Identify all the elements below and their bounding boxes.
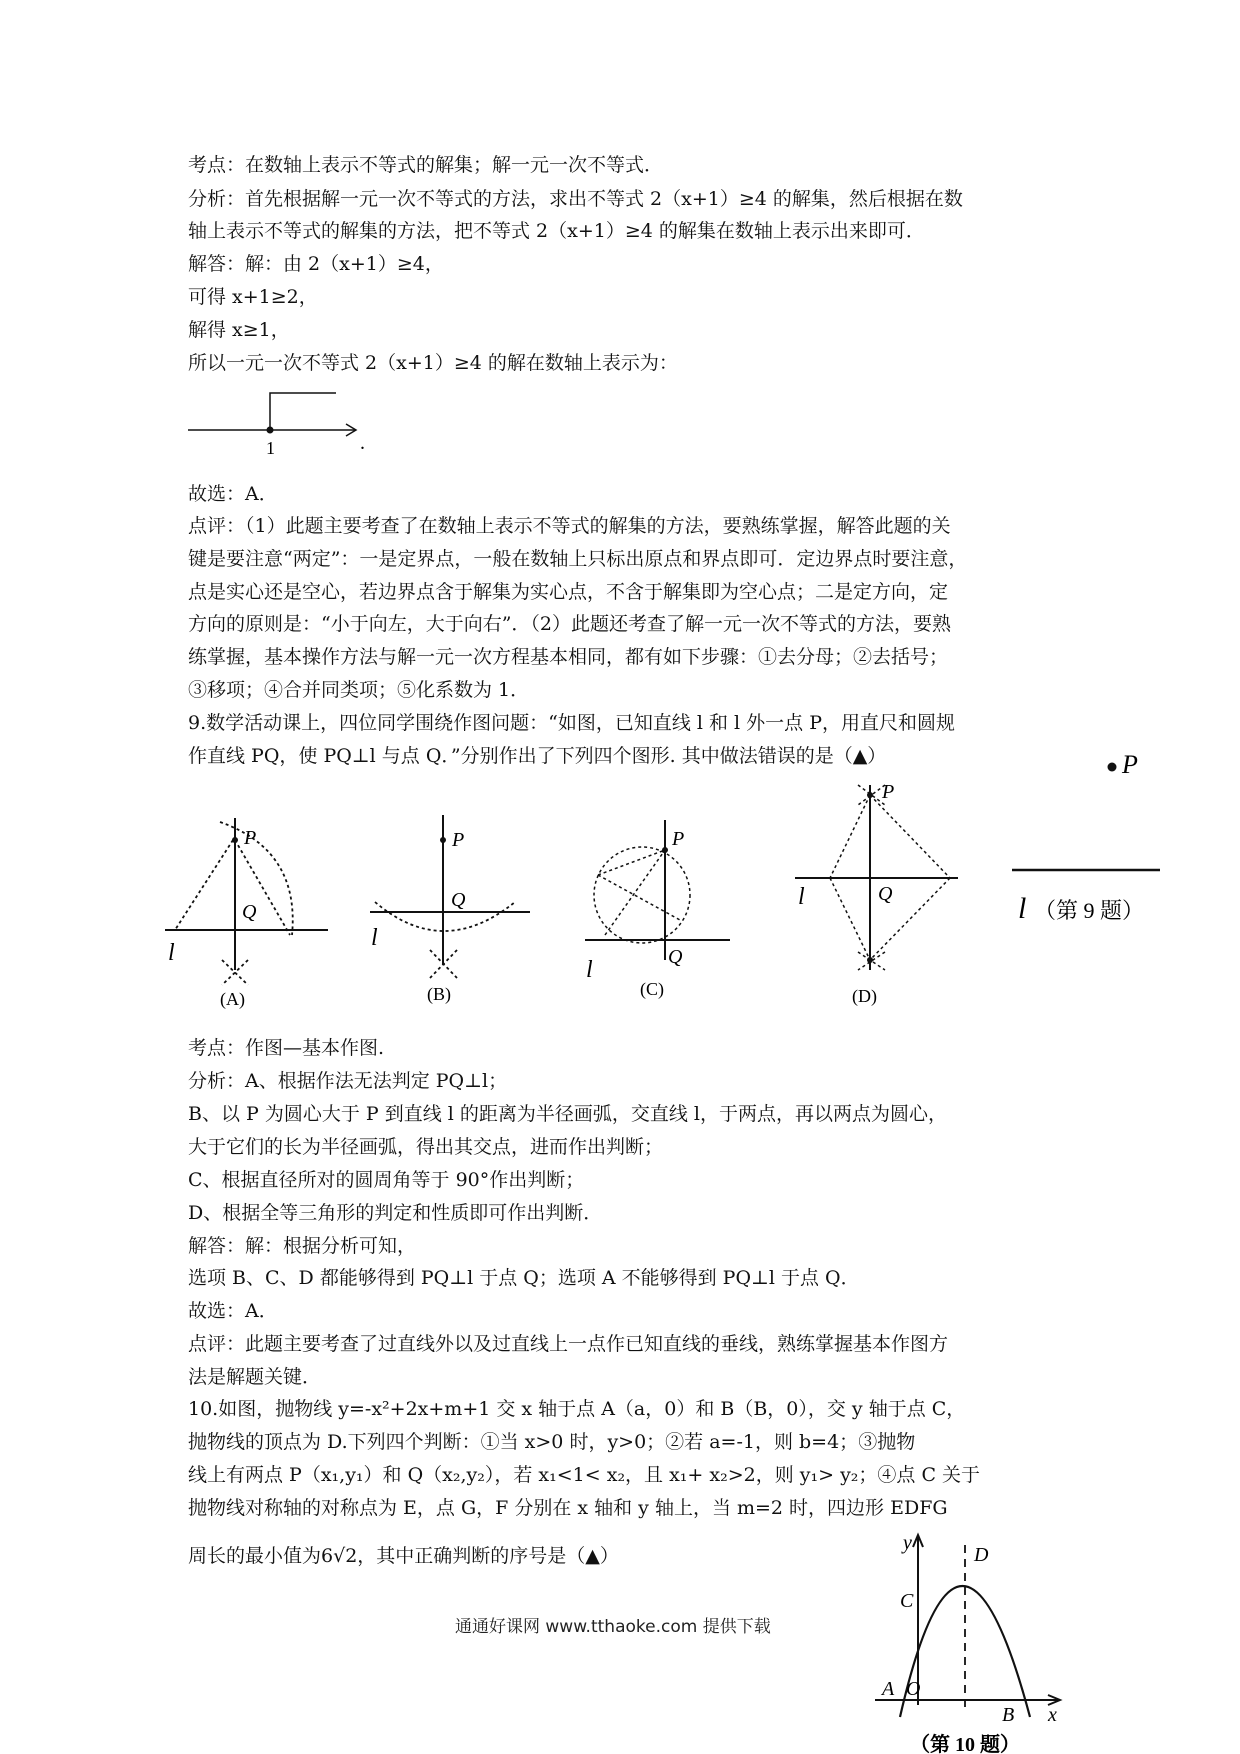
jieda-9: 解答：解：根据分析可知， <box>188 1235 417 1257</box>
dianping-8-line2: 键是要注意“两定”：一是定界点，一般在数轴上只标出原点和界点即可．定边界点时要注意， <box>188 548 968 570</box>
q10-line5: 周长的最小值为6√2，其中正确判断的序号是（▲） <box>188 1545 619 1567</box>
a-label-p: P <box>244 827 257 849</box>
c-label-l: l <box>586 957 593 983</box>
dianping-8-line1: 点评：（1）此题主要考查了在数轴上表示不等式的解集的方法，要熟练掌握，解答此题的关 <box>188 515 951 537</box>
caption-c: (C) <box>640 979 664 999</box>
dianping-8-line5: 练掌握，基本操作方法与解一元一次方程基本相同，都有如下步骤：①去分母；②去括号； <box>188 646 949 668</box>
q10-line2: 抛物线的顶点为 D.下列四个判断：①当 x>0 时，y>0；②若 a=-1，则 b=4；③抛物 <box>188 1431 916 1453</box>
caption-a: (A) <box>220 989 245 1009</box>
number-line-figure <box>186 385 376 460</box>
q10-line3: 线上有两点 P（x₁,y₁）和 Q（x₂,y₂），若 x₁<1< x₂，且 x₁+ x₂>2，则 y₁> y₂；④点 C 关于 <box>188 1464 981 1486</box>
fenxi-8-line1: 分析：首先根据解一元一次不等式的方法，求出不等式 2（x+1）≥4 的解集，然后根据在数 <box>188 188 963 210</box>
label-x: x <box>1048 1704 1057 1726</box>
step-1: 可得 x+1≥2， <box>188 286 318 308</box>
b-label-q: Q <box>451 889 466 911</box>
caption-d: (D) <box>852 986 877 1006</box>
q9-given-figure <box>1000 740 1170 940</box>
b-label-l: l <box>371 925 378 951</box>
kaodian-9: 考点：作图—基本作图. <box>188 1037 385 1059</box>
label-o: O <box>906 1678 921 1700</box>
label-y: y <box>903 1532 912 1554</box>
solid-point <box>267 427 274 434</box>
numline-period: . <box>360 432 365 454</box>
numline-label: 1 <box>266 438 275 458</box>
b-label-p: P <box>452 829 465 851</box>
guxuan-8: 故选：A． <box>188 483 278 505</box>
jieda-8: 解答：解：由 2（x+1）≥4， <box>188 253 444 275</box>
q9-side-caption: （第 9 题） <box>1034 898 1145 923</box>
d-label-l: l <box>798 884 805 910</box>
dianping-9-line1: 点评：此题主要考查了过直线外以及过直线上一点作已知直线的垂线，熟练掌握基本作图方 <box>188 1333 949 1355</box>
q9-figure-c <box>580 815 740 1005</box>
q10-parabola-figure <box>870 1525 1070 1754</box>
dianping-9-line2: 法是解题关键． <box>188 1366 322 1388</box>
label-c: C <box>900 1590 914 1612</box>
q9-line1: 9.数学活动课上，四位同学围绕作图问题：“如图，已知直线 l 和 l 外一点 P，用直尺和圆规 <box>188 712 955 734</box>
q10-line4: 抛物线对称轴的对称点为 E，点 G，F 分别在 x 轴和 y 轴上，当 m=2 时，四边形 EDFG <box>188 1497 948 1519</box>
d-label-p: P <box>882 781 895 803</box>
a-label-l: l <box>168 940 175 966</box>
guxuan-9: 故选：A． <box>188 1300 278 1322</box>
label-p: P <box>1122 750 1138 779</box>
q9-c: C、根据直径所对的圆周角等于 90°作出判断； <box>188 1169 585 1191</box>
kaodian-8: 考点：在数轴上表示不等式的解集；解一元一次不等式． <box>188 154 664 176</box>
caption-b: (B) <box>427 984 451 1004</box>
fenxi-9: 分析：A、根据作法无法判定 PQ⊥l； <box>188 1070 508 1092</box>
q9-b-line1: B、以 P 为圆心大于 P 到直线 l 的距离为半径画弧，交直线 l，于两点，再以两点为圆心， <box>188 1103 947 1125</box>
q9-b-line2: 大于它们的长为半径画弧，得出其交点，进而作出判断； <box>188 1136 664 1158</box>
point-p <box>1108 763 1117 772</box>
q9-figure-d <box>790 780 965 1015</box>
c-label-q: Q <box>668 946 683 968</box>
label-l: l <box>1018 892 1027 925</box>
dianping-8-line3: 点是实心还是空心，若边界点含于解集为实心点，不含于解集即为空心点；二是定方向，定 <box>188 581 949 603</box>
step-2: 解得 x≥1， <box>188 319 290 341</box>
fenxi-8-line2: 轴上表示不等式的解集的方法，把不等式 2（x+1）≥4 的解集在数轴上表示出来即可． <box>188 220 925 242</box>
q9-figure-a <box>160 810 335 1010</box>
q9-line2: 作直线 PQ，使 PQ⊥l 与点 Q．”分别作出了下列四个图形. 其中做法错误的是（▲） <box>188 745 887 767</box>
q10-caption: （第 10 题） <box>910 1734 1020 1754</box>
dianping-8-line6: ③移项；④合并同类项；⑤化系数为 1． <box>188 679 530 701</box>
step-3: 所以一元一次不等式 2（x+1）≥4 的解在数轴上表示为： <box>188 352 678 374</box>
a-label-q: Q <box>242 901 257 923</box>
label-d: D <box>974 1544 989 1566</box>
c-label-p: P <box>672 828 685 850</box>
q10-line1: 10.如图，抛物线 y=-x²+2x+m+1 交 x 轴于点 A（a，0）和 B（B，0），交 y 轴于点 C， <box>188 1398 966 1420</box>
label-a: A <box>882 1678 895 1700</box>
q9-d: D、根据全等三角形的判定和性质即可作出判断． <box>188 1202 603 1224</box>
d-label-q: Q <box>878 883 893 905</box>
xuanxiang-9: 选项 B、C、D 都能够得到 PQ⊥l 于点 Q；选项 A 不能够得到 PQ⊥l 于点 Q． <box>188 1267 860 1289</box>
label-b: B <box>1002 1704 1015 1726</box>
footer-credit: 通通好课网 www.tthaoke.com 提供下载 <box>455 1617 771 1637</box>
q9-figure-b <box>365 810 535 1010</box>
dianping-8-line4: 方向的原则是：“小于向左，大于向右”．（2）此题还考查了解一元一次不等式的方法，要熟 <box>188 613 952 635</box>
